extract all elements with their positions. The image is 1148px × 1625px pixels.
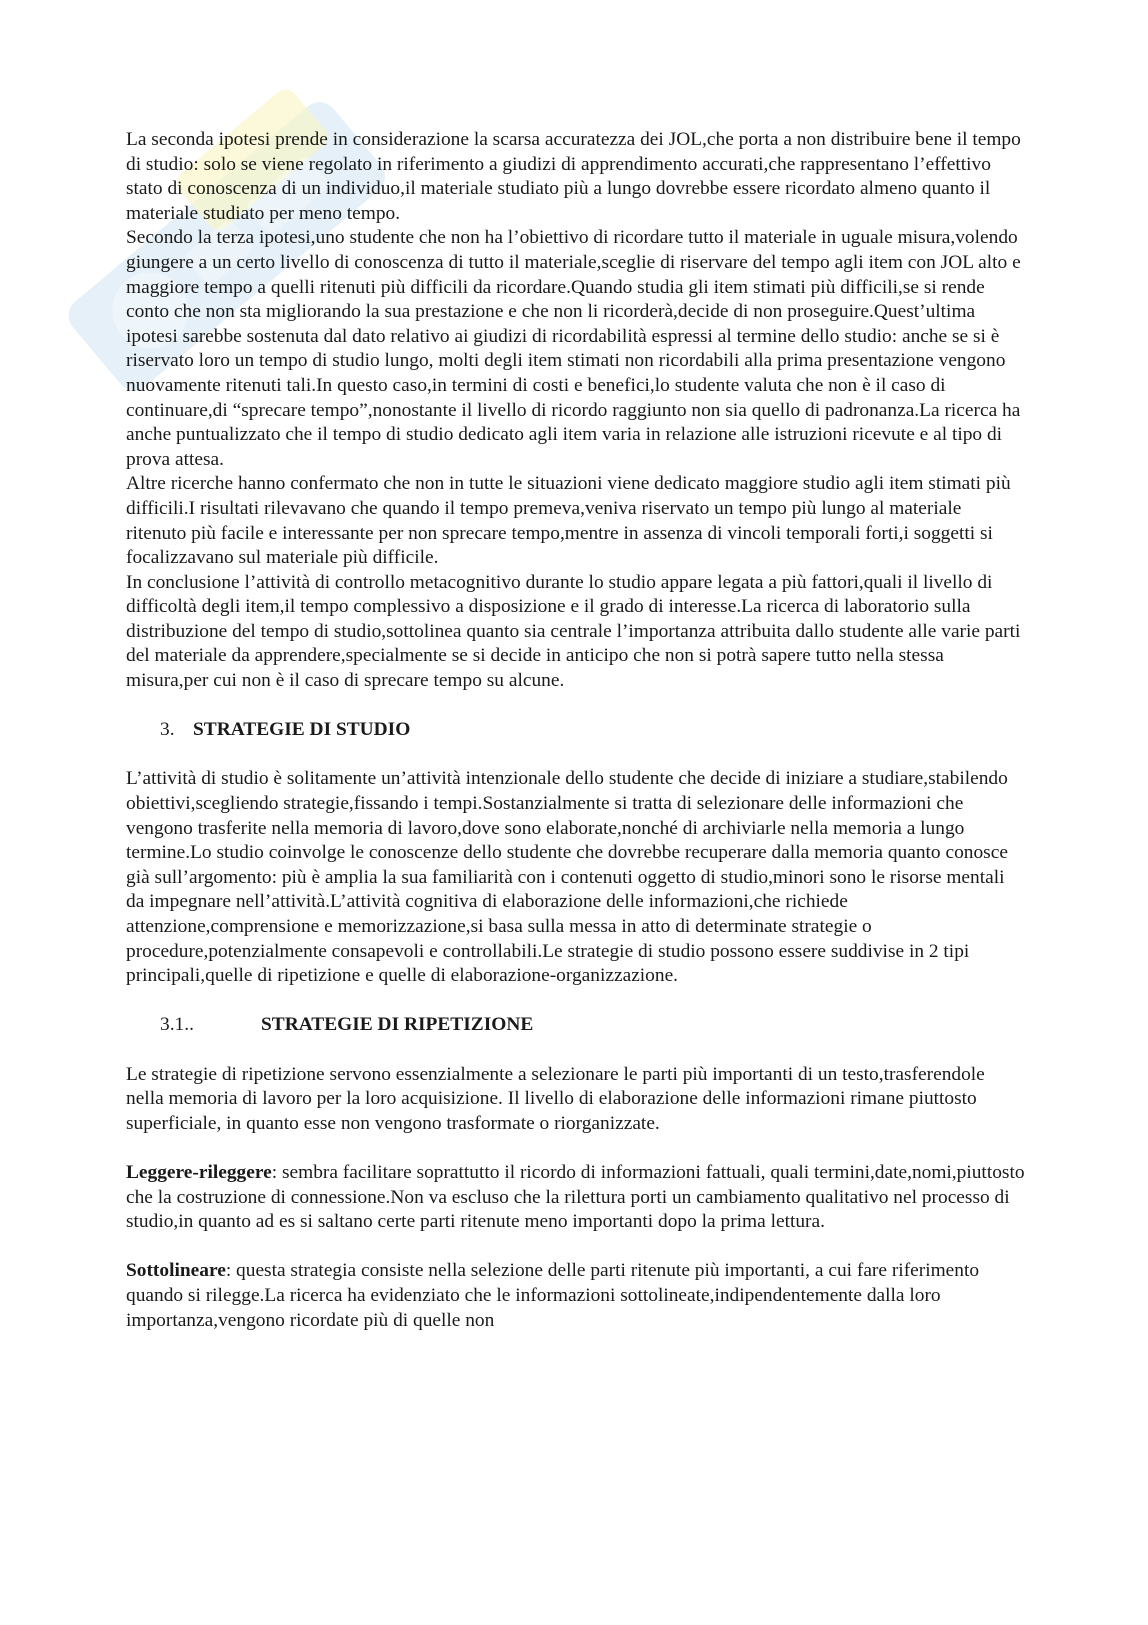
document-page <box>126 128 1026 1333</box>
section-heading-strategie-di-ripetizione <box>126 1013 1026 1038</box>
term-sottolineare: Sottolineare <box>126 1260 226 1282</box>
paragraph-terza-ipotesi: Secondo la terza ipotesi,uno studente che non ha l’obiettivo di ricordare tutto il materiale in uguale misura,volendo giungere a un certo livello di conoscenza di tutto il materiale,sceglie di riservare del tempo agli item con JOL alto e maggiore tempo a quelli ritenuti più difficili da ricordare.Quando studia gli item stimati più difficili,se si rende conto che non sta migliorando la sua prestazione e che non li ricorderà,decide di non proseguire.Quest’ultima ipotesi sarebbe sostenuta dal dato relativo ai giudizi di ricordabilità espressi al termine dello studio: anche se si è riservato loro un tempo di studio lungo, molti degli item stimati non ricordabili alla prima presentazione vengono nuovamente ritenuti tali.In questo caso,in termini di costi e benefici,lo studente valuta che non è il caso di continuare,di “sprecare tempo”,nonostante il livello di ricordo raggiunto non sia quello di padronanza.La ricerca ha anche puntualizzato che il tempo di studio dedicato agli item varia in relazione alle istruzioni ricevute e al tipo di prova attesa. <box>126 227 1021 470</box>
section-title: STRATEGIE DI STUDIO <box>193 719 411 741</box>
paragraph-strategie-di-ripetizione: Le strategie di ripetizione servono essenzialmente a selezionare le parti più importanti di un testo,trasferendole nella memoria di lavoro per la loro acquisizione. Il livello di elaborazione delle informazioni rimane piuttosto superficiale, in quanto esse non vengono trasformate o riorganizzate. <box>126 1063 985 1134</box>
subsection-title: STRATEGIE DI RIPETIZIONE <box>261 1014 534 1036</box>
paragraph-sottolineare <box>126 1259 1026 1333</box>
definition-sottolineare: : questa strategia consiste nella selezione delle parti ritenute più importanti, a cui fare riferimento quando si rilegge.La ricerca ha evidenziato che le informazioni sottolineate,indipendentemente dalla loro importanza,vengono ricordate più di quelle non <box>126 1260 980 1331</box>
paragraph-conclusione: In conclusione l’attività di controllo metacognitivo durante lo studio appare legata a più fattori,quali il livello di difficoltà degli item,il tempo complessivo a disposizione e il grado di interesse.La ricerca di laboratorio sulla distribuzione del tempo di studio,sottolinea quanto sia centrale l’importanza attribuita dallo studente alle varie parti del materiale da apprendere,specialmente se si decide in anticipo che non si potrà sapere tutto nella stessa misura,per cui non è il caso di sprecare tempo su alcune. <box>126 571 1021 692</box>
section-heading-strategie-di-studio <box>126 718 1026 743</box>
paragraph-altre-ricerche: Altre ricerche hanno confermato che non in tutte le situazioni viene dedicato maggiore studio agli item stimati più difficili.I risultati rilevavano che quando il tempo premeva,veniva riservato un tempo più lungo al materiale ritenuto più facile e interessante per non sprecare tempo,mentre in assenza di vincoli temporali forti,i soggetti si focalizzavano sul materiale più difficile. <box>126 473 1011 569</box>
term-leggere-rileggere: Leggere-rileggere <box>126 1161 272 1183</box>
definition-leggere-rileggere: : sembra facilitare soprattutto il ricordo di informazioni fattuali, quali termini,date,nomi,piuttosto che la costruzione di connessione.Non va escluso che la rilettura porti un cambiamento qualitativo nel processo di studio,in quanto ad es si saltano certe parti ritenute meno importanti dopo la prima lettura. <box>126 1161 1025 1233</box>
paragraph-leggere-rileggere <box>126 1161 1026 1235</box>
paragraph-seconda-ipotesi: La seconda ipotesi prende in considerazione la scarsa accuratezza dei JOL,che porta a non distribuire bene il tempo di studio: solo se viene regolato in riferimento a giudizi di apprendimento accurati,che rappresentano l’effettivo stato di conoscenza di un individuo,il materiale studiato più a lungo dovrebbe essere ricordato almeno quanto il materiale studiato per meno tempo. <box>126 129 1021 224</box>
subsection-number: 3.1.. <box>160 1014 194 1036</box>
section-number: 3. <box>160 719 175 741</box>
paragraph-strategie-di-studio: L’attività di studio è solitamente un’attività intenzionale dello studente che decide di iniziare a studiare,stabilendo obiettivi,scegliendo strategie,fissando i tempi.Sostanzialmente si tratta di selezionare delle informazioni che vengono trasferite nella memoria di lavoro,dove sono elaborate,nonché di archiviarle nella memoria a lungo termine.Lo studio coinvolge le conoscenze dello studente che dovrebbe recuperare dalla memoria quanto conosce già sull’argomento: più è amplia la sua familiarità con i contenuti oggetto di studio,minori sono le risorse mentali da impegnare nell’attività.L’attività cognitiva di elaborazione delle informazioni,che richiede attenzione,comprensione e memorizzazione,si basa sulla messa in atto di determinate strategie o procedure,potenzialmente consapevoli e controllabili.Le strategie di studio possono essere suddivise in 2 tipi principali,quelle di ripetizione e quelle di elaborazione-organizzazione. <box>126 768 1008 987</box>
